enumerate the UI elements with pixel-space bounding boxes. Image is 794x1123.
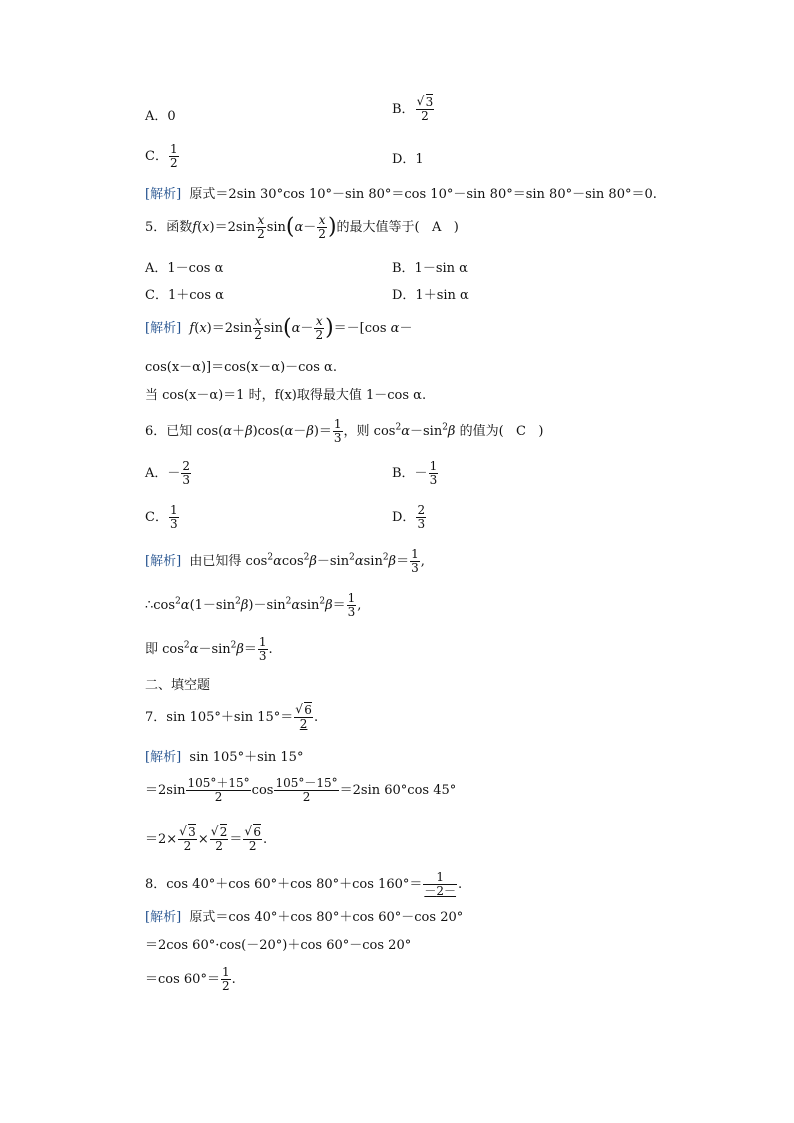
q6-option-c-numerator: 1 xyxy=(169,503,178,517)
q7-solution-tag: [解析] xyxy=(145,750,182,765)
q6-option-d-numerator: 2 xyxy=(417,503,426,517)
q7-solution-line1-text: sin 105°＋sin 15° xyxy=(189,750,304,765)
q5-solution-line2: cos(x－α)]＝cos(x－α)－cos α. xyxy=(145,360,337,375)
q6-option-b-numerator: 1 xyxy=(429,459,438,473)
q5-option-b: B．1－sin α xyxy=(392,261,468,276)
q4-option-a: A．0 xyxy=(145,109,176,124)
q4-solution-tag: [解析] xyxy=(145,187,182,202)
q7-fraction1-numerator: 105°＋15° xyxy=(187,776,250,790)
q6-solution-line1: [解析] 由已知得 $\cos^2\alpha\cos^2\beta-\sin^2\alpha\sin^2\beta=$ $\frac{1}{3}$ , xyxy=(145,547,425,575)
q6-answer: C xyxy=(516,424,526,439)
q8-solution-line1 xyxy=(145,909,463,927)
q6-option-a-denominator: 3 xyxy=(182,473,191,487)
q7-fraction2-denominator: 2 xyxy=(302,790,311,804)
q6-option-a xyxy=(145,460,192,487)
q6-option-b xyxy=(392,460,439,487)
q6-option-a-numerator: 2 xyxy=(182,459,191,473)
q4-option-c-denominator: 2 xyxy=(169,156,178,170)
q5-stem-prefix: 5．函数 xyxy=(145,220,193,235)
q6-option-c-denominator: 3 xyxy=(169,517,178,531)
q5-stem: 5．函数f(x)＝2sin $\frac{x}{2}$ sin(α－ $\frac{x}{2}$ )的最大值等于( A ) xyxy=(145,213,459,241)
q6-option-b-denominator: 3 xyxy=(429,473,438,487)
q5-solution-line3: 当 cos(x－α)＝1 时，f(x)取得最大值 1－cos α. xyxy=(145,388,427,403)
q8-solution-line1-text: 原式＝cos 40°＋cos 80°＋cos 60°－cos 20° xyxy=(189,910,464,925)
q4-option-d: D．1 xyxy=(392,152,424,167)
q7-stem: 7．sin 105°＋sin 15°＝ √ $\frac{6}{2}$ . xyxy=(145,704,318,731)
q4-option-c-numerator: 1 xyxy=(169,142,178,156)
q5-answer: A xyxy=(432,220,442,235)
q8-solution-tag: [解析] xyxy=(145,910,182,925)
q6-option-c xyxy=(145,504,180,531)
q5-solution-tag: [解析] xyxy=(145,321,182,336)
section-heading-fill-in: 二、填空题 xyxy=(145,678,211,693)
q7-fraction2-numerator: 105°－15° xyxy=(275,776,338,790)
q7-solution-line2: ＝2sin $\frac{105^\circ+15^\circ}{2}$ cos $\frac{105^\circ-15^\circ}{2}$ ＝2sin 60°cos 45° xyxy=(145,776,457,804)
q4-option-c-fraction xyxy=(169,143,179,170)
q6-option-a-label: A．－ xyxy=(145,466,181,481)
q8-stem-text: 8．cos 40°＋cos 60°＋cos 80°＋cos 160°＝ xyxy=(145,877,423,892)
q4-option-b-label: B． xyxy=(392,102,415,117)
q4-solution xyxy=(145,186,657,204)
q8-solution-line3-prefix: ＝cos 60°＝ xyxy=(145,972,220,987)
q8-solution-line3: ＝cos 60°＝ $\frac{1}{2}$ . xyxy=(145,965,236,993)
q6-solution-tag: [解析] xyxy=(145,554,182,569)
q8-answer-numerator: 1 xyxy=(436,870,445,884)
q4-option-b-denominator: 2 xyxy=(421,109,429,123)
q6-option-c-label: C． xyxy=(145,510,168,525)
q6-solution-line3: 即 $\cos^2\alpha-\sin^2\beta=$ $\frac{1}{3}$ . xyxy=(145,635,273,663)
q4-option-b-numerator: 3 xyxy=(425,95,434,109)
q7-fraction1-denominator: 2 xyxy=(214,790,223,804)
q7-stem-text: 7．sin 105°＋sin 15°＝ xyxy=(145,710,294,725)
q6-stem: 6．已知 cos(α＋β)cos(α－β)＝ $\frac{1}{3}$ ，则 $\cos^2\alpha-\sin^2\beta$ 的值为( C ) xyxy=(145,417,544,445)
q5-option-d: D．1＋sin α xyxy=(392,288,469,303)
q7-answer-numerator: 6 xyxy=(304,703,312,717)
q6-option-d-denominator: 3 xyxy=(417,517,426,531)
q7-answer xyxy=(294,704,313,731)
q7-answer-denominator: 2 xyxy=(294,717,313,731)
q4-solution-text: 原式＝2sin 30°cos 10°－sin 80°＝cos 10°－sin 80°＝sin 80°－sin 80°＝0. xyxy=(189,187,657,202)
q4-option-b xyxy=(392,96,435,123)
q7-solution-line1 xyxy=(145,749,303,767)
q8-answer xyxy=(423,871,457,898)
q6-option-b-label: B．－ xyxy=(392,466,428,481)
q5-option-c: C．1＋cos α xyxy=(145,288,224,303)
q4-option-b-fraction xyxy=(416,96,435,123)
q4-option-c-label: C． xyxy=(145,149,168,164)
q6-option-d-label: D． xyxy=(392,510,416,525)
q7-solution-line2-tail: ＝2sin 60°cos 45° xyxy=(339,783,457,798)
q6-option-d xyxy=(392,504,427,531)
q8-stem: 8．cos 40°＋cos 60°＋cos 80°＋cos 160°＝ $\frac{1}{-2-}$ . xyxy=(145,870,463,898)
q8-solution-line2: ＝2cos 60°·cos(－20°)＋cos 60°－cos 20° xyxy=(145,938,412,953)
q8-answer-denominator: －2－ xyxy=(424,884,457,898)
q5-option-a: A．1－cos α xyxy=(145,261,224,276)
q5-solution-line1: [解析] f(x)＝2sin $\frac{x}{2}$ sin(α－ $\frac{x}{2}$ )＝－[cos α－ xyxy=(145,314,413,342)
q6-solution-line2: $\therefore\cos^2\alpha(1-\sin^2\beta)-\sin^2\alpha\sin^2\beta=$ $\frac{1}{3}$ , xyxy=(145,591,362,619)
q7-solution-line3: ＝2× √ $\frac{3}{2}$ × √ $\frac{2}{2}$ ＝ √ $\frac{6}{2}$ . xyxy=(145,826,267,853)
q4-option-c xyxy=(145,143,180,170)
